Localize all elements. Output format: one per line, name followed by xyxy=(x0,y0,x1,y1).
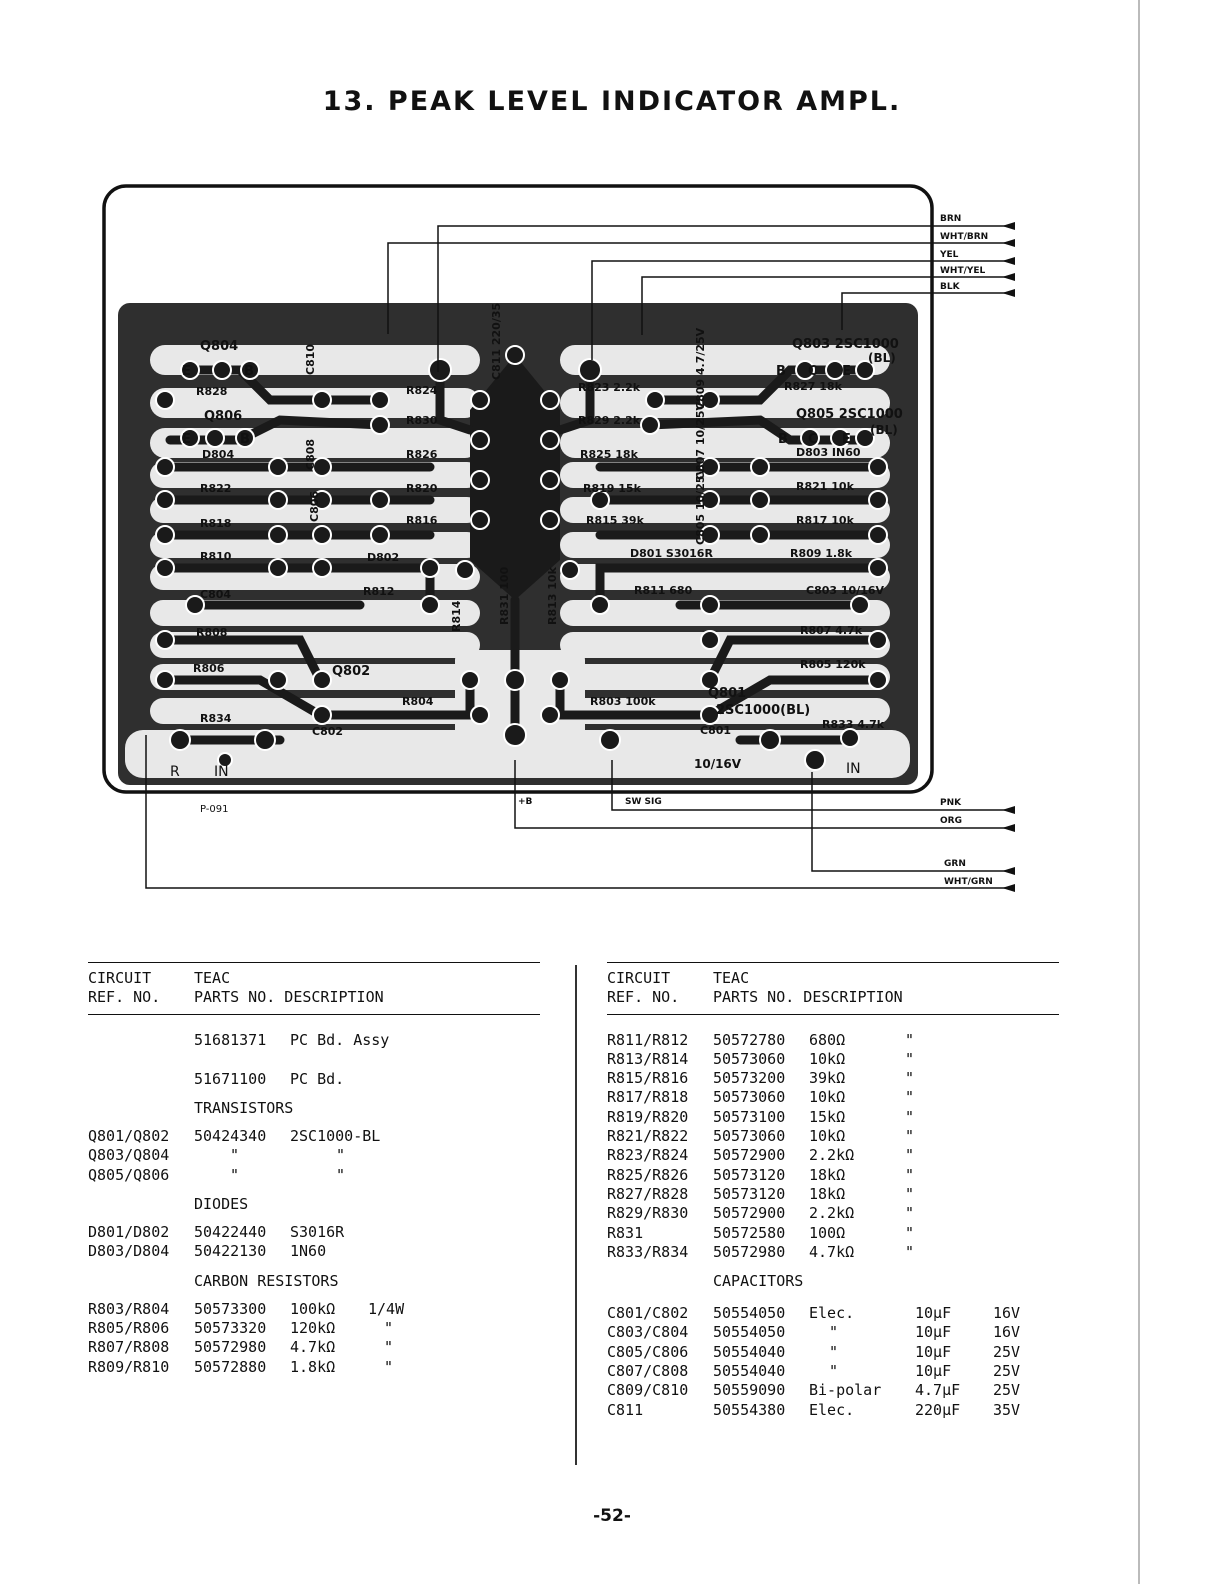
wire-label-grn: GRN xyxy=(944,859,966,869)
label-d804: D804 xyxy=(202,448,235,461)
label-r813: R813 10k xyxy=(546,567,559,625)
header-teac: TEAC xyxy=(194,969,231,987)
table-row: 51671100 PC Bd. xyxy=(194,1069,345,1088)
label-c802: C802 xyxy=(312,725,344,738)
label-r806: R806 xyxy=(193,662,225,675)
label-r833: R833 4.7k xyxy=(822,718,885,731)
wire-label-wht-grn: WHT/GRN xyxy=(944,877,993,887)
label-r821: R821 10k xyxy=(796,480,854,493)
header-circuit: CIRCUIT xyxy=(607,969,671,987)
table-row: R819/R820 50573100 15kΩ " xyxy=(607,1107,915,1126)
switch-signal-label: SW SIG xyxy=(625,797,662,807)
label-q806: Q806 xyxy=(204,409,243,424)
label-r829: R829 2.2k xyxy=(578,414,641,427)
label-r807: R807 4.7k xyxy=(800,624,863,637)
label-q801: Q801 xyxy=(708,686,747,701)
pin-b-q805: B xyxy=(778,432,788,447)
page-edge xyxy=(1138,0,1140,1584)
label-q802: Q802 xyxy=(332,664,371,679)
label-r818: R818 xyxy=(200,517,232,530)
label-c804: C804 xyxy=(200,588,232,601)
wire-label-brn: BRN xyxy=(940,214,962,224)
table-row: D803/D804 50422130 1N60 xyxy=(88,1242,327,1261)
table-row: C807/C808 50554040 " 10μF 25V xyxy=(607,1362,1021,1381)
section-title-diodes: DIODES xyxy=(194,1195,249,1214)
label-q804: Q804 xyxy=(200,339,239,354)
table-row: C805/C806 50554040 " 10μF 25V xyxy=(607,1342,1021,1361)
wire-label-pnk: PNK xyxy=(940,798,962,808)
label-c801-value: 10/16V xyxy=(694,757,742,771)
label-r826: R826 xyxy=(406,448,438,461)
label-r812: R812 xyxy=(363,585,395,598)
header-circuit: CIRCUIT xyxy=(88,969,152,987)
label-r811: R811 680 xyxy=(634,584,693,597)
table-row: R817/R818 50573060 10kΩ " xyxy=(607,1088,915,1107)
label-r803: R803 100k xyxy=(590,695,656,708)
label-r834: R834 xyxy=(200,712,232,725)
header-parts-desc: PARTS NO. DESCRIPTION xyxy=(713,988,903,1007)
label-q805-grade: (BL) xyxy=(870,423,898,437)
column-divider xyxy=(575,965,577,1465)
table-row: 51681371 PC Bd. Assy xyxy=(194,1030,390,1049)
table-row: R831 50572580 100Ω " xyxy=(607,1223,915,1242)
header-teac: TEAC xyxy=(713,969,750,987)
wire-label-yel: YEL xyxy=(940,250,959,260)
label-d803: D803 IN60 xyxy=(796,446,861,459)
table-row: R825/R826 50573120 18kΩ " xyxy=(607,1165,915,1184)
table-row: C809/C810 50559090 Bi-polar 4.7μF 25V xyxy=(607,1381,1021,1400)
label-r810: R810 xyxy=(200,550,232,563)
table-row: R833/R834 50572980 4.7kΩ " xyxy=(607,1242,915,1261)
wire-label-wht-brn: WHT/BRN xyxy=(940,232,989,242)
label-q803-grade: (BL) xyxy=(868,351,896,365)
label-r808: R808 xyxy=(196,626,228,639)
label-r828: R828 xyxy=(196,385,228,398)
wire-label-wht-yel: WHT/YEL xyxy=(940,266,986,276)
table-row: R827/R828 50573120 18kΩ " xyxy=(607,1184,915,1203)
table-row: D801/D802 50422440 S3016R xyxy=(88,1223,345,1242)
label-r831: R831 100 xyxy=(498,566,511,625)
label-c801: C801 xyxy=(700,724,732,737)
table-row: Q805/Q806 " " xyxy=(88,1165,346,1184)
section-title-capacitors: CAPACITORS xyxy=(713,1272,804,1291)
pin-b-q806: B xyxy=(240,432,250,447)
table-row: R829/R830 50572900 2.2kΩ " xyxy=(607,1204,915,1223)
label-r823: R823 2.2k xyxy=(578,381,641,394)
label-c803: C803 10/16V xyxy=(806,584,885,597)
label-r804: R804 xyxy=(402,695,434,708)
table-header xyxy=(607,962,1059,1015)
table-row: R811/R812 50572780 680Ω " xyxy=(607,1030,915,1049)
label-r827: R827 18k xyxy=(784,380,842,393)
label-c809: C809 4.7/25V xyxy=(694,327,707,410)
header-parts-desc: PARTS NO. DESCRIPTION xyxy=(194,988,384,1007)
label-r816: R816 xyxy=(406,514,438,527)
label-q805: Q805 2SC1000 xyxy=(796,407,903,422)
label-r825: R825 18k xyxy=(580,448,638,461)
pin-c-q803: C xyxy=(808,364,818,379)
table-row: C811 50554380 Elec. 220μF 35V xyxy=(607,1400,1021,1419)
table-row: Q803/Q804 " " xyxy=(88,1146,346,1165)
table-row: R809/R810 50572880 1.8kΩ " xyxy=(88,1357,394,1376)
label-q803: Q803 2SC1000 xyxy=(792,337,899,352)
parts-table-left xyxy=(88,962,540,1377)
pin-e-q805: E xyxy=(842,432,851,447)
label-c805: C805 10/25V xyxy=(694,466,707,545)
table-row: Q801/Q802 50424340 2SC1000-BL xyxy=(88,1127,381,1146)
table-row: R803/R804 50573300 100kΩ 1/4W xyxy=(88,1299,405,1318)
table-row: R807/R808 50572980 4.7kΩ " xyxy=(88,1338,394,1357)
pin-e-q804: E xyxy=(182,364,191,379)
label-r805: R805 120k xyxy=(800,658,866,671)
table-row: R823/R824 50572900 2.2kΩ " xyxy=(607,1146,915,1165)
label-r814: R814 xyxy=(450,600,463,632)
label-r822: R822 xyxy=(200,482,232,495)
section-title-transistors: TRANSISTORS xyxy=(194,1099,294,1118)
table-row: R813/R814 50573060 10kΩ " xyxy=(607,1049,915,1068)
label-d801: D801 S3016R xyxy=(630,547,713,560)
label-r824: R824 xyxy=(406,384,438,397)
table-row: R821/R822 50573060 10kΩ " xyxy=(607,1127,915,1146)
header-ref-no: REF. NO. xyxy=(88,988,161,1007)
table-row: C801/C802 50554050 Elec. 10μF 16V xyxy=(607,1304,1021,1323)
label-r817: R817 10k xyxy=(796,514,854,527)
label-d802: D802 xyxy=(367,551,400,564)
wire-label-org: ORG xyxy=(940,816,962,826)
pin-c-q805: C xyxy=(808,432,818,447)
label-r809: R809 1.8k xyxy=(790,547,853,560)
input-right-label: IN xyxy=(846,761,861,777)
page-title: 13. PEAK LEVEL INDICATOR AMPL. xyxy=(322,86,902,117)
label-c807: C807 10/25V xyxy=(694,401,707,480)
page-number: -52- xyxy=(593,1506,631,1526)
pin-e-q803: E xyxy=(842,364,851,379)
pin-e-q806: E xyxy=(182,432,191,447)
input-left-label: IN xyxy=(214,764,229,780)
wire-label-blk: BLK xyxy=(940,282,960,292)
table-row: R805/R806 50573320 120kΩ " xyxy=(88,1318,394,1337)
label-c810: C810 xyxy=(304,343,317,375)
label-r819: R819 15k xyxy=(583,482,641,495)
label-r830: R830 xyxy=(406,414,438,427)
pin-b-q803: B xyxy=(776,364,786,379)
label-r815: R815 39k xyxy=(586,514,644,527)
table-row: C803/C804 50554050 " 10μF 16V xyxy=(607,1323,1021,1342)
label-c808: C808 xyxy=(304,438,317,470)
section-title-carbon-resistors: CARBON RESISTORS xyxy=(194,1271,339,1290)
table-header xyxy=(88,962,540,1015)
parts-table-right xyxy=(607,962,1059,1420)
label-c806: C806 xyxy=(308,490,321,522)
header-ref-no: REF. NO. xyxy=(607,988,680,1007)
pin-b-q804: B xyxy=(244,364,254,379)
label-q801-type: 2SC1000(BL) xyxy=(716,703,811,718)
label-c811: C811 220/35 xyxy=(490,302,503,380)
supply-label: +B xyxy=(518,797,533,807)
label-r820: R820 xyxy=(406,482,438,495)
channel-label: R xyxy=(170,764,180,780)
pcb-id-label: P-091 xyxy=(200,804,229,815)
table-row: R815/R816 50573200 39kΩ " xyxy=(607,1069,915,1088)
